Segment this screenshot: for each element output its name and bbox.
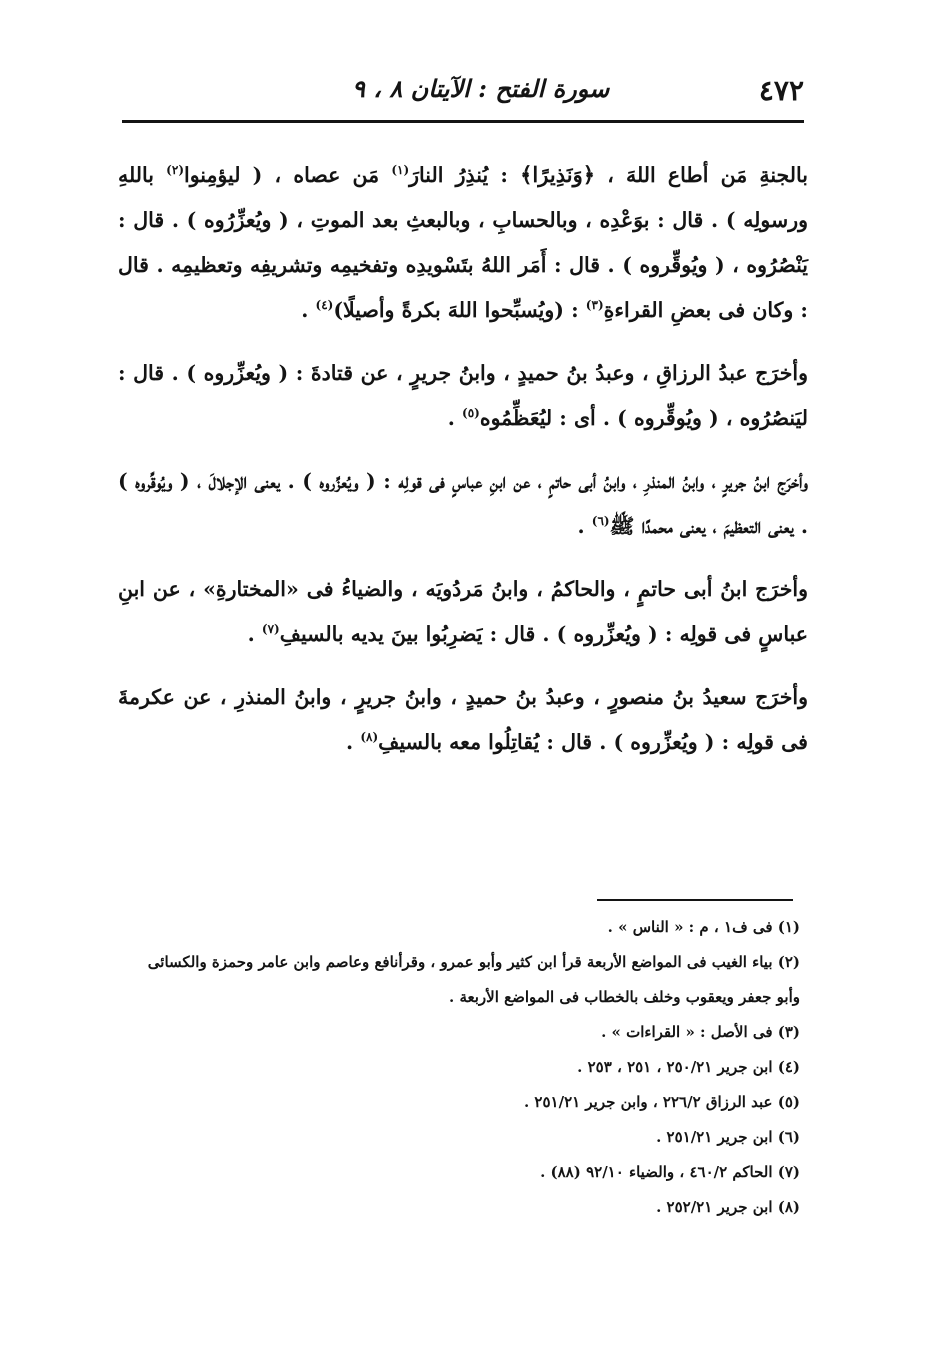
text-segment: . [301, 298, 316, 322]
text-segment: . [447, 406, 462, 430]
footnote-ref-5[interactable]: (٥) [462, 406, 480, 421]
footnote-ref-8[interactable]: (٨) [360, 730, 379, 745]
footnote-5: (٥) عبد الرزاق ٢٢٦/٢ ، وابن جرير ٢٥١/٢١ . [523, 1093, 800, 1111]
footnote-ref-7[interactable]: (٧) [261, 622, 280, 637]
paragraph-1 [118, 152, 808, 333]
running-title: سورة الفتح : الآيتان ٨ ، ٩ [352, 74, 610, 103]
footnotes [118, 910, 808, 1225]
page-header [122, 62, 804, 112]
text-segment: مَن عصاه ، ( ليؤمِنوا [184, 163, 392, 187]
text-segment: وأخرَج ابنُ أبى حاتمٍ ، والحاكمُ ، وابنُ مَردُويَه ، والضياءُ فى «المختارةِ» ، عن ابنِ عباسٍ فى قولِه : ( ويُعزِّروه ) . قال : يَضرِبُوا بينَ يديه بالسيفِ [118, 577, 808, 646]
text-segment: . [247, 622, 262, 646]
text-segment: : يُنذِرُ النارَ [409, 163, 521, 187]
text-segment: . [346, 730, 361, 754]
paragraph-3 [118, 459, 808, 549]
pbuh-ligature: ﷺ [609, 514, 635, 538]
footnote-3: (٣) فى الأصل : « القراءات » . [601, 1023, 800, 1041]
footnote-1: (١) فى ف١ ، م : « الناس » . [607, 918, 800, 936]
main-text [118, 152, 808, 765]
footnote-8: (٨) ابن جرير ٢٥٢/٢١ . [656, 1198, 800, 1216]
header-divider [122, 120, 804, 123]
footnote-ref-4[interactable]: (٤) [315, 298, 334, 313]
text-segment: وأخرَج عبدُ الرزاقِ ، وعبدُ بنُ حميدٍ ، وابنُ جريرٍ ، عن قتادةَ : ( ويُعزِّروه ) . قال : ليَنصُرُوه ، ( ويُوقِّروه ) . أى : ليُعَظِّمُوه [118, 361, 808, 430]
footnote-ref-3[interactable]: (٣) [585, 298, 604, 313]
text-segment: . [577, 514, 592, 538]
footnote-2-continued: وأبو جعفر ويعقوب وخلف بالخطاب فى المواضع الأربعة . [449, 988, 800, 1006]
text-segment: : (ويُسبِّحوا اللهَ بكرةً وأصيلًا) [333, 298, 586, 322]
quran-quote: ﴿وَنَذِيرًا﴾ [520, 162, 596, 187]
footnote-7: (٧) الحاكم ٤٦٠/٢ ، والضياء ٩٢/١٠ (٨٨) . [540, 1163, 800, 1181]
text-segment: وأخرَج ابنُ جريرٍ ، وابنُ المنذرِ ، وابنُ أبى حاتمٍ ، عن ابنِ عباسٍ فى قولِه : ( ويُعزِّروه ) . يعنى الإجلالَ ، ( ويُوقِّروه ) . يعنى التعظيمَ ، يعنى محمدًا [118, 469, 808, 538]
footnote-6: (٦) ابن جرير ٢٥١/٢١ . [656, 1128, 800, 1146]
paragraph-4 [118, 567, 808, 657]
footnote-ref-2[interactable]: (٢) [166, 163, 184, 178]
footnote-ref-1[interactable]: (١) [391, 163, 410, 178]
text-segment: وأخرَج سعيدُ بنُ منصورٍ ، وعبدُ بنُ حميدٍ ، وابنُ جريرٍ ، وابنُ المنذرِ ، عن عكرمةَ فى قولِه : ( ويُعزِّروه ) . قال : يُقاتِلُوا معه بالسيفِ [118, 685, 808, 754]
text-segment: باللهِ ورسولِه ) . قال : بوَعْدِه ، وبالحسابِ ، وبالبعثِ بعد الموتِ ، ( ويُعزِّرُوه ) . قال : يَنْصُرُوه ، ( ويُوقِّروه ) . قال : أَمَر اللهُ بتَسْويدِه وتفخيمِه وتشريفِه وتعظيمِه . قال : وكان فى بعضِ القراءةِ [118, 163, 808, 322]
paragraph-5 [118, 675, 808, 765]
footnote-2: (٢) بياء الغيب فى المواضع الأربعة قرأ ابن كثير وأبو عمرو ، وقرأنافع وعاصم وابن عامر وحمزة والكسائى [147, 953, 800, 971]
page-number: ٤٧٢ [758, 74, 804, 107]
footnotes-divider [597, 899, 793, 901]
footnote-4: (٤) ابن جرير ٢٥٠/٢١ ، ٢٥١ ، ٢٥٣ . [577, 1058, 800, 1076]
text-segment: بالجنةِ مَن أطاع اللهَ ، [595, 163, 808, 187]
paragraph-2 [118, 351, 808, 441]
footnote-ref-6[interactable]: (٦) [591, 514, 610, 529]
